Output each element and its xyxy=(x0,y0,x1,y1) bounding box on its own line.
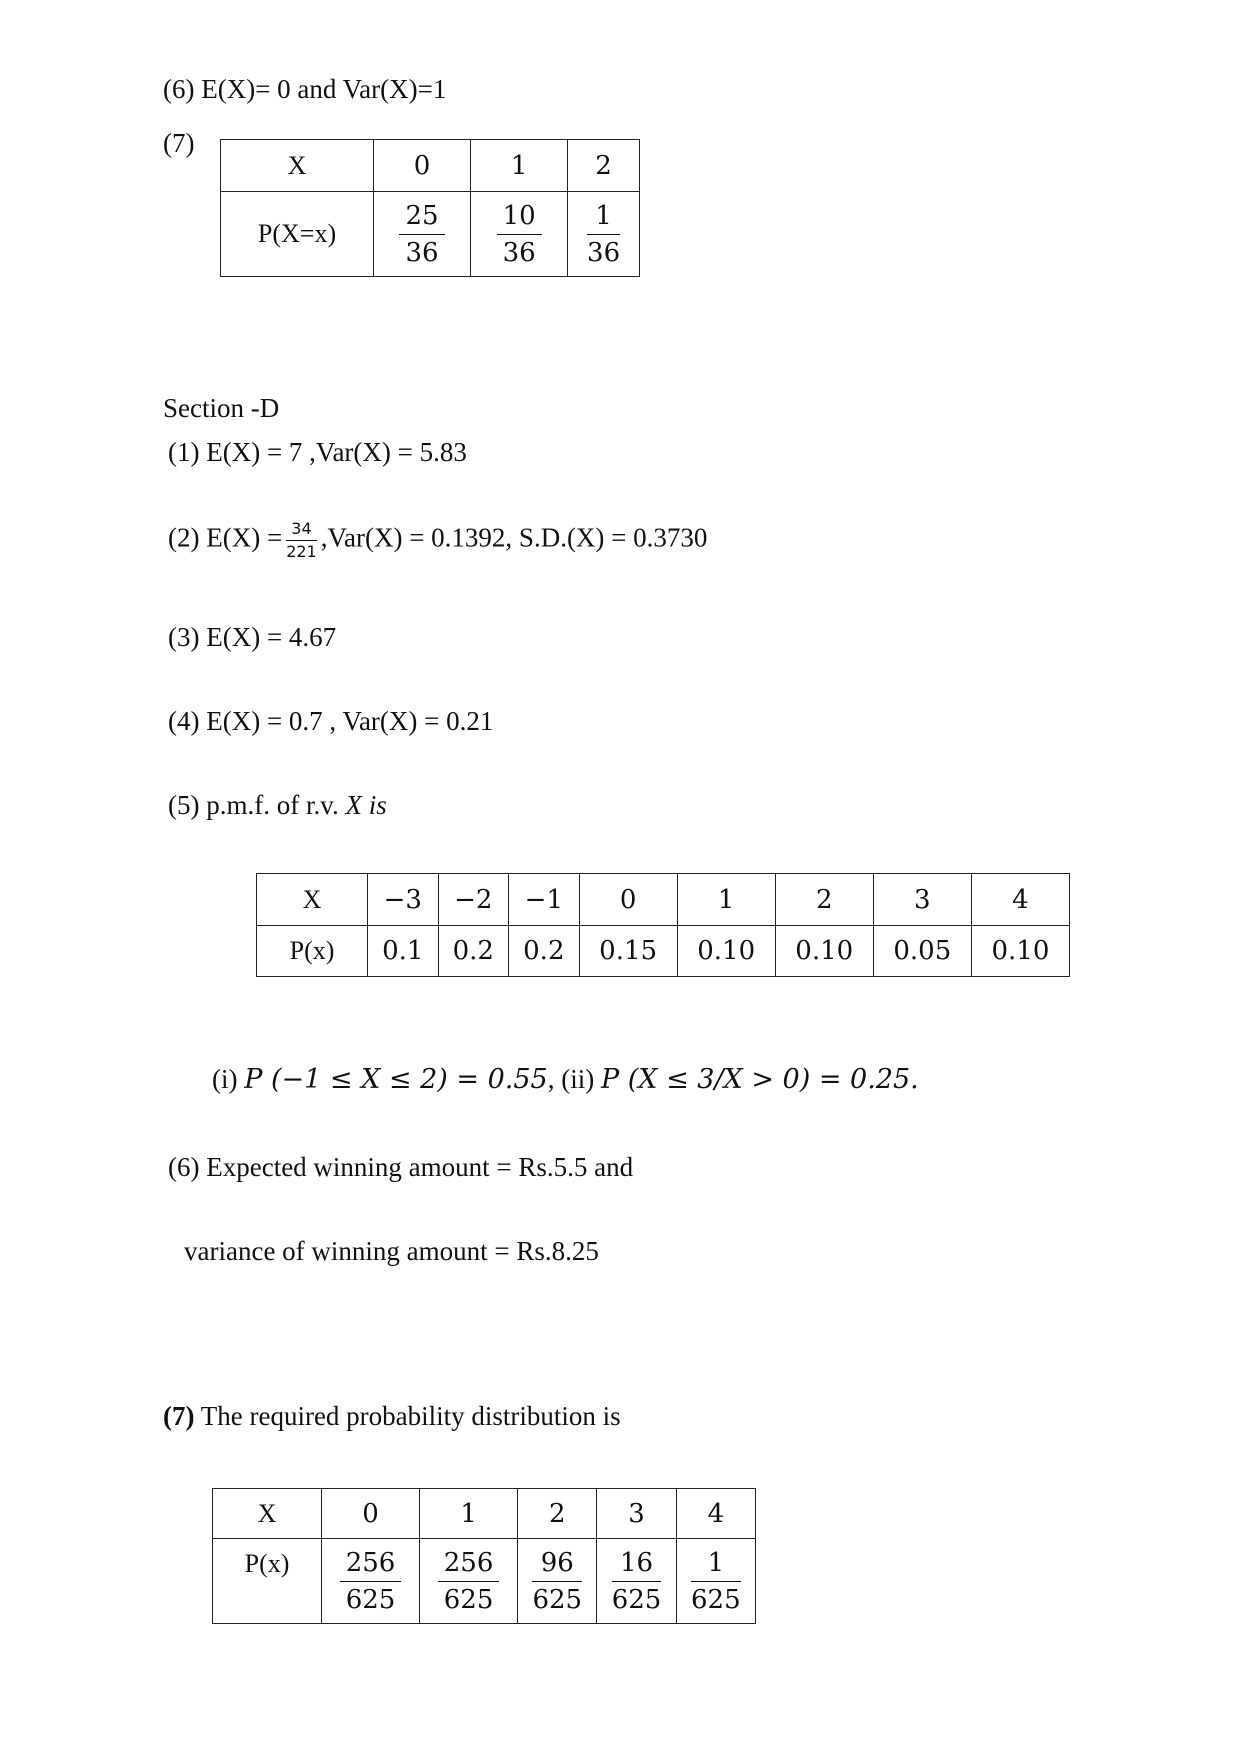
fraction: $\frac{34}{221}$ xyxy=(286,519,317,561)
answer-4: (4) E(X) = 0.7 , Var(X) = 0.21 xyxy=(168,706,494,736)
x-value: 2 xyxy=(518,1489,597,1539)
x-value: 4 xyxy=(971,874,1069,926)
p-header: P(X=x) xyxy=(221,192,374,277)
x-value: 2 xyxy=(568,140,640,192)
x-value: 0 xyxy=(322,1489,420,1539)
pmf-table-top xyxy=(220,139,640,277)
p-value: 0.10 xyxy=(775,926,873,977)
p-value: $\frac{16}{625}$ xyxy=(597,1539,676,1624)
answer-5-probabilities: (i) P (−1 ≤ X ≤ 2) = 0.55, (ii) P (X ≤ 3/X > 0) = 0.25. xyxy=(212,1064,919,1095)
x-value: 0 xyxy=(374,140,471,192)
p-value: $\frac{10}{36}$ xyxy=(471,192,568,277)
answer-5-heading: (5) p.m.f. of r.v. X is xyxy=(168,790,387,820)
p-value: $\frac{256}{625}$ xyxy=(420,1539,518,1624)
x-value: 1 xyxy=(420,1489,518,1539)
p-value: $\frac{256}{625}$ xyxy=(322,1539,420,1624)
x-value: 1 xyxy=(471,140,568,192)
p-header: P(x) xyxy=(257,926,368,977)
answer-6-line1: (6) Expected winning amount = Rs.5.5 and xyxy=(168,1152,634,1182)
p-value: 0.10 xyxy=(677,926,775,977)
answer-7-heading: (7) The required probability distribution is xyxy=(163,1401,621,1431)
p-value: 0.1 xyxy=(368,926,439,977)
pmf-table-5 xyxy=(256,873,1070,977)
answer-2: (2) E(X) = $\frac{34}{221}$ ,Var(X) = 0.1392, S.D.(X) = 0.3730 xyxy=(168,519,708,561)
p-value: 0.2 xyxy=(509,926,580,977)
section-title: Section -D xyxy=(163,393,280,423)
p-value: $\frac{96}{625}$ xyxy=(518,1539,597,1624)
x-value: 2 xyxy=(775,874,873,926)
x-value: 3 xyxy=(873,874,971,926)
p-value: $\frac{1}{36}$ xyxy=(568,192,640,277)
x-value: −3 xyxy=(368,874,439,926)
p-value: 0.2 xyxy=(438,926,509,977)
x-header: X xyxy=(221,140,374,192)
x-value: 4 xyxy=(676,1489,755,1539)
answer-1: (1) E(X) = 7 ,Var(X) = 5.83 xyxy=(168,437,467,467)
x-value: −1 xyxy=(509,874,580,926)
answer-6-line: (6) E(X)= 0 and Var(X)=1 xyxy=(163,74,447,104)
pmf-table-7 xyxy=(212,1488,756,1624)
x-value: 1 xyxy=(677,874,775,926)
p-value: 0.05 xyxy=(873,926,971,977)
answer-7-label: (7) xyxy=(163,128,195,158)
p-value: $\frac{25}{36}$ xyxy=(374,192,471,277)
x-header: X xyxy=(257,874,368,926)
x-value: 0 xyxy=(579,874,677,926)
x-value: −2 xyxy=(438,874,509,926)
x-value: 3 xyxy=(597,1489,676,1539)
answer-3: (3) E(X) = 4.67 xyxy=(168,622,337,652)
answer-6-line2: variance of winning amount = Rs.8.25 xyxy=(184,1236,599,1266)
p-value: 0.15 xyxy=(579,926,677,977)
x-header: X xyxy=(213,1489,322,1539)
p-value: $\frac{1}{625}$ xyxy=(676,1539,755,1624)
p-value: 0.10 xyxy=(971,926,1069,977)
p-header: P(x) xyxy=(213,1539,322,1624)
